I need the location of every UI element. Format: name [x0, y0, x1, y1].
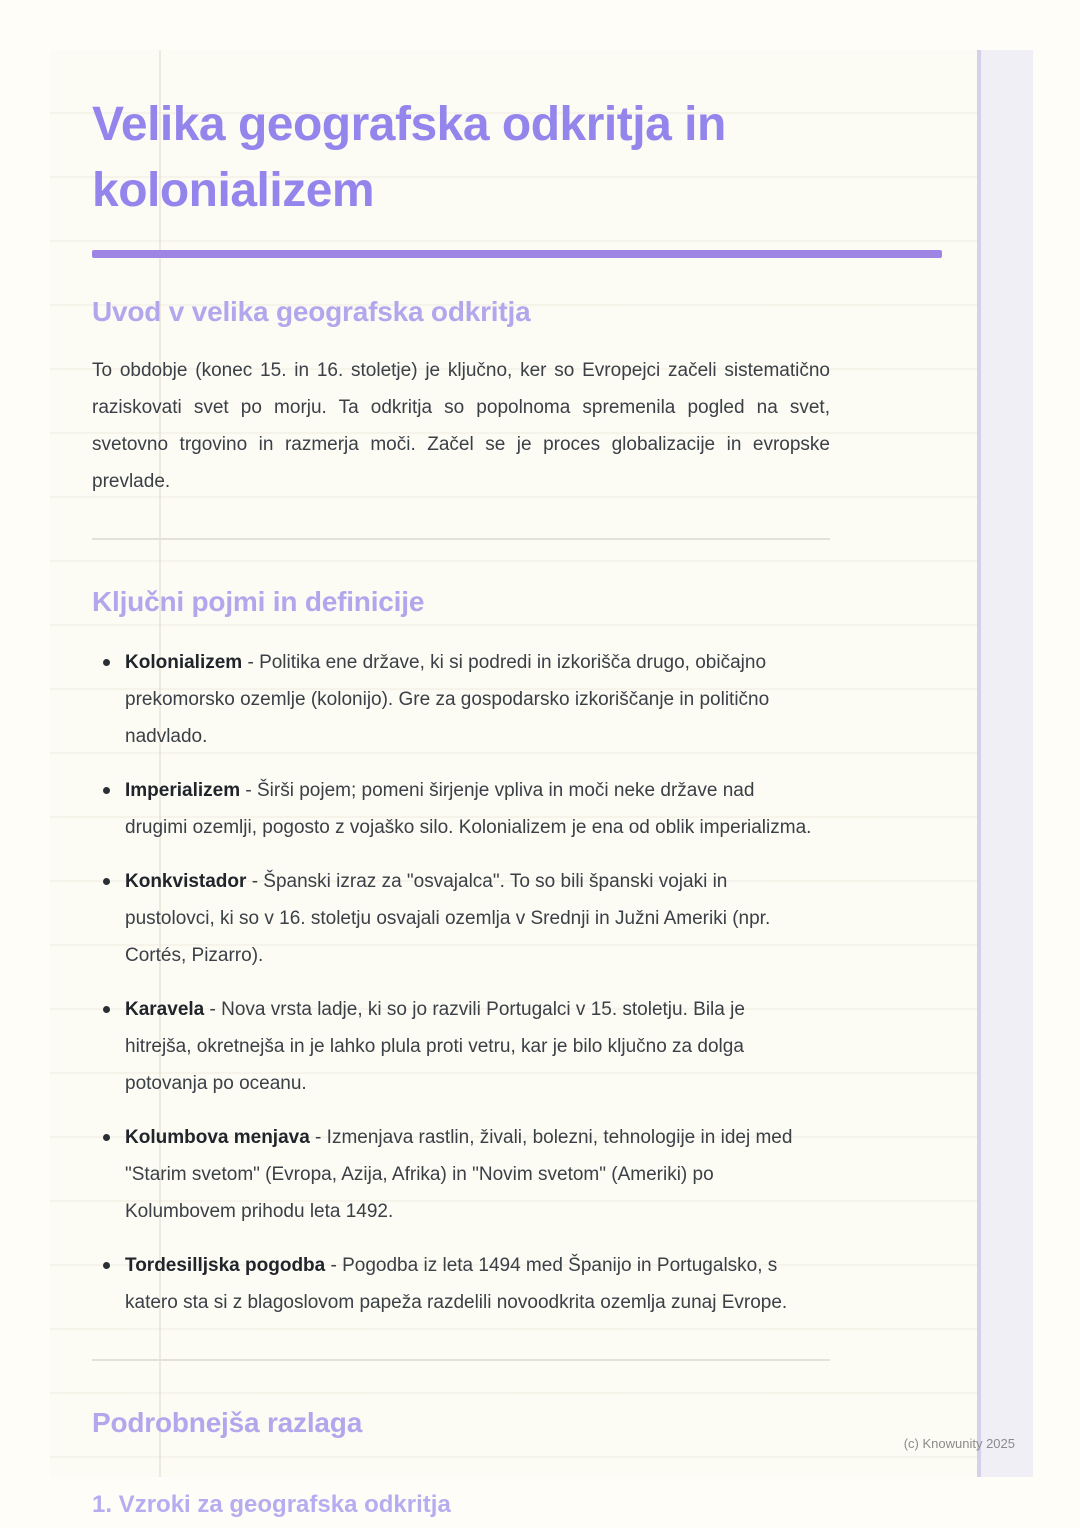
term-label: Konkvistador [125, 871, 247, 892]
term-label: Imperializem [125, 780, 241, 801]
term-label: Karavela [125, 999, 205, 1020]
list-item [92, 772, 814, 846]
copyright-watermark: (c) Knowunity 2025 [903, 1436, 1015, 1451]
term-definition: - Politika ene države, ki si podredi in izkorišča drugo, običajno prekomorsko ozemlje (kolonijo). Gre za gospodarsko izkoriščanje in politično nadvlado. [125, 652, 770, 747]
list-item [92, 863, 814, 974]
term-label: Kolonializem [125, 652, 243, 673]
term-definition: - Nova vrsta ladje, ki so jo razvili Portugalci v 15. stoletju. Bila je hitrejša, okretnejša in je lahko plula proti vetru, kar je bilo ključno za dolga potovanja po oceanu. [125, 999, 745, 1094]
term-definition: - Širši pojem; pomeni širjenje vpliva in moči neke države nad drugimi ozemlji, pogosto z vojaško silo. Kolonializem je ena od oblik imperializma. [125, 780, 812, 838]
term-label: Kolumbova menjava [125, 1127, 310, 1148]
term-definition: - Izmenjava rastlin, živali, bolezni, tehnologije in idej med "Starim svetom" (Evropa, Azija, Afrika) in "Novim svetom" (Ameriki) po Kolumbovem prihodu leta 1492. [125, 1127, 793, 1222]
page-content [50, 50, 950, 1519]
list-item [92, 1247, 814, 1321]
terms-list [92, 644, 814, 1321]
notes-page [50, 50, 1033, 1518]
heading-intro: Uvod v velika geografska odkritja [92, 296, 531, 327]
title-underline-rule [92, 250, 942, 258]
heading-terms: Ključni pojmi in definicije [92, 586, 425, 617]
section-divider [92, 538, 830, 540]
page-title: Velika geografska odkritja in kolonializem [92, 98, 726, 217]
section-divider [92, 1359, 830, 1361]
heading-details: Podrobnejša razlaga [92, 1407, 363, 1438]
subheading-causes: 1. Vzroki za geografska odkritja [92, 1491, 451, 1518]
term-definition: - Španski izraz za "osvajalca". To so bili španski vojaki in pustolovci, ki so v 16. stoletju osvajali ozemlja v Srednji in Južni Ameriki (npr. Cortés, Pizarro). [125, 871, 771, 966]
list-item [92, 644, 814, 755]
list-item [92, 1119, 814, 1230]
list-item [92, 991, 814, 1102]
term-label: Tordesilljska pogodba [125, 1255, 326, 1276]
term-definition: - Pogodba iz leta 1494 med Španijo in Portugalsko, s katero sta si z blagoslovom papeža razdelili novoodkrita ozemlja zunaj Evrope. [125, 1255, 788, 1313]
intro-paragraph: To obdobje (konec 15. in 16. stoletje) je ključno, ker so Evropejci začeli sistematično raziskovati svet po morju. Ta odkritja so popolnoma spremenila pogled na svet, svetovno trgovino in razmerja moči. Začel se je proces globalizacije in evropske prevlade. [92, 360, 830, 492]
page-edge-decoration [977, 50, 1033, 1477]
